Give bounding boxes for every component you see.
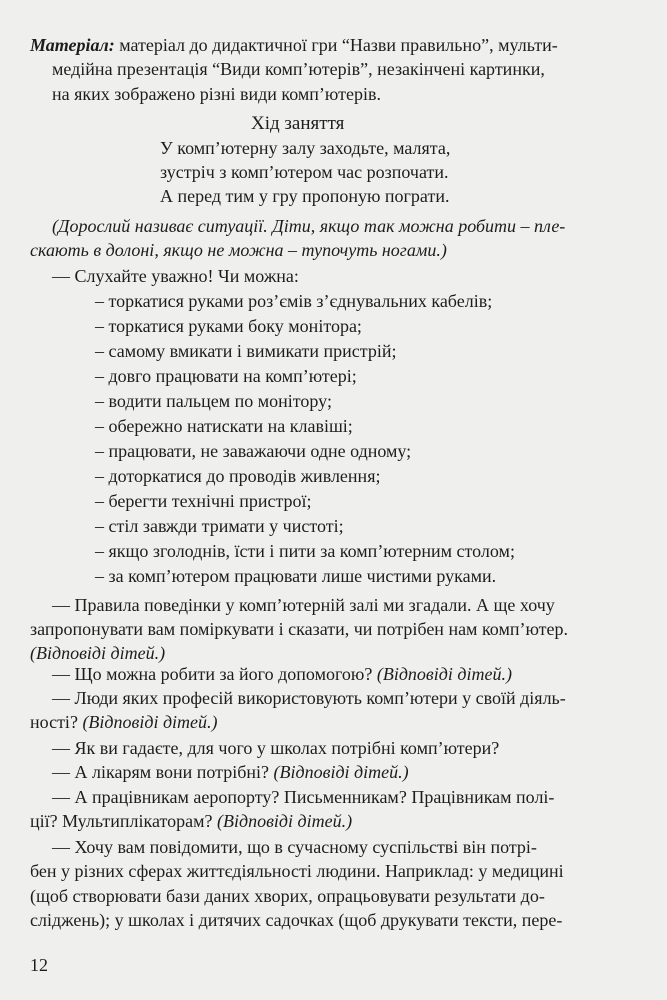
rule-item: – торкатися руками роз’ємів з’єднувальних кабелів;: [95, 291, 493, 311]
children-answers-note: (Відповіді дітей.): [273, 762, 409, 782]
rule-item: – стіл завжди тримати у чистоті;: [95, 516, 344, 536]
materials-line-2: медійна презентація “Види комп’ютерів”, незакінчені картинки,: [52, 59, 545, 79]
children-answers-note: (Відповіді дітей.): [376, 664, 512, 684]
children-answers-note: (Відповіді дітей.): [30, 643, 166, 663]
dialogue-line: — А працівникам аеропорту? Письменникам? Працівникам полі-: [52, 787, 555, 807]
question-line: — Слухайте уважно! Чи можна:: [52, 266, 299, 286]
rule-item: – якщо зголоднів, їсти і пити за комп’ютерним столом;: [95, 541, 515, 561]
dialogue-text: — Що можна робити за його допомогою?: [52, 664, 377, 684]
dialogue-text: — А лікарям вони потрібні?: [52, 762, 274, 782]
dialogue-line: — Хочу вам повідомити, що в сучасному суспільстві він потрі-: [52, 837, 537, 857]
dialogue-line: — Як ви гадаєте, для чого у школах потрібні комп’ютери?: [52, 738, 500, 758]
rule-item: – довго працювати на комп’ютері;: [95, 366, 357, 386]
dialogue-line: [52, 664, 512, 685]
instruction-line: скають в долоні, якщо не можна – тупочуть ногами.): [30, 240, 447, 260]
children-answers-note: (Відповіді дітей.): [82, 712, 218, 732]
dialogue-line: — Люди яких професій використовують комп’ютери у своїй діяль-: [52, 688, 566, 708]
instruction-line: (Дорослий називає ситуації. Діти, якщо так можна робити – пле-: [52, 216, 566, 236]
dialogue-line: сліджень); у школах і дитячих садочках (щоб друкувати тексти, пере-: [30, 910, 563, 930]
page-number: 12: [30, 955, 48, 975]
dialogue-line: запропонувати вам поміркувати і сказати, чи потрібен нам комп’ютер.: [30, 619, 569, 639]
dialogue-line: [52, 762, 409, 783]
rule-item: – працювати, не заважаючи одне одному;: [95, 441, 412, 461]
rule-item: – обережно натискати на клавіші;: [95, 416, 353, 436]
dialogue-line: [30, 712, 218, 733]
dialogue-line: — Правила поведінки у комп’ютерній залі ми згадали. А ще хочу: [52, 595, 555, 615]
materials-line-1: [30, 35, 558, 56]
materials-line-3: на яких зображено різні види комп’ютерів.: [52, 84, 381, 104]
poem-line: А перед тим у гру пропоную пограти.: [160, 186, 450, 206]
rule-item: – доторкатися до проводів живлення;: [95, 466, 381, 486]
dialogue-text: ції? Мультиплікаторам?: [30, 811, 218, 831]
rule-item: – самому вмикати і вимикати пристрій;: [95, 341, 397, 361]
dialogue-line: [30, 811, 352, 832]
dialogue-line: (щоб створювати бази даних хворих, опрацьовувати результати до-: [30, 886, 545, 906]
rule-item: – за комп’ютером працювати лише чистими руками.: [95, 566, 497, 586]
rule-item: – водити пальцем по монітору;: [95, 391, 332, 411]
materials-text: матеріал до дидактичної гри “Назви правильно”, мульти-: [114, 35, 558, 55]
dialogue-line: бен у різних сферах життєдіяльності людини. Наприклад: у медицині: [30, 861, 564, 881]
children-answers-note: (Відповіді дітей.): [217, 811, 353, 831]
poem-line: зустріч з комп’ютером час розпочати.: [160, 162, 449, 182]
section-heading: Хід заняття: [251, 113, 345, 134]
dialogue-text: ності?: [30, 712, 83, 732]
rule-item: – торкатися руками боку монітора;: [95, 316, 362, 336]
materials-label: Матеріал:: [30, 35, 115, 55]
rule-item: – берегти технічні пристрої;: [95, 491, 312, 511]
poem-line: У комп’ютерну залу заходьте, малята,: [160, 138, 451, 158]
